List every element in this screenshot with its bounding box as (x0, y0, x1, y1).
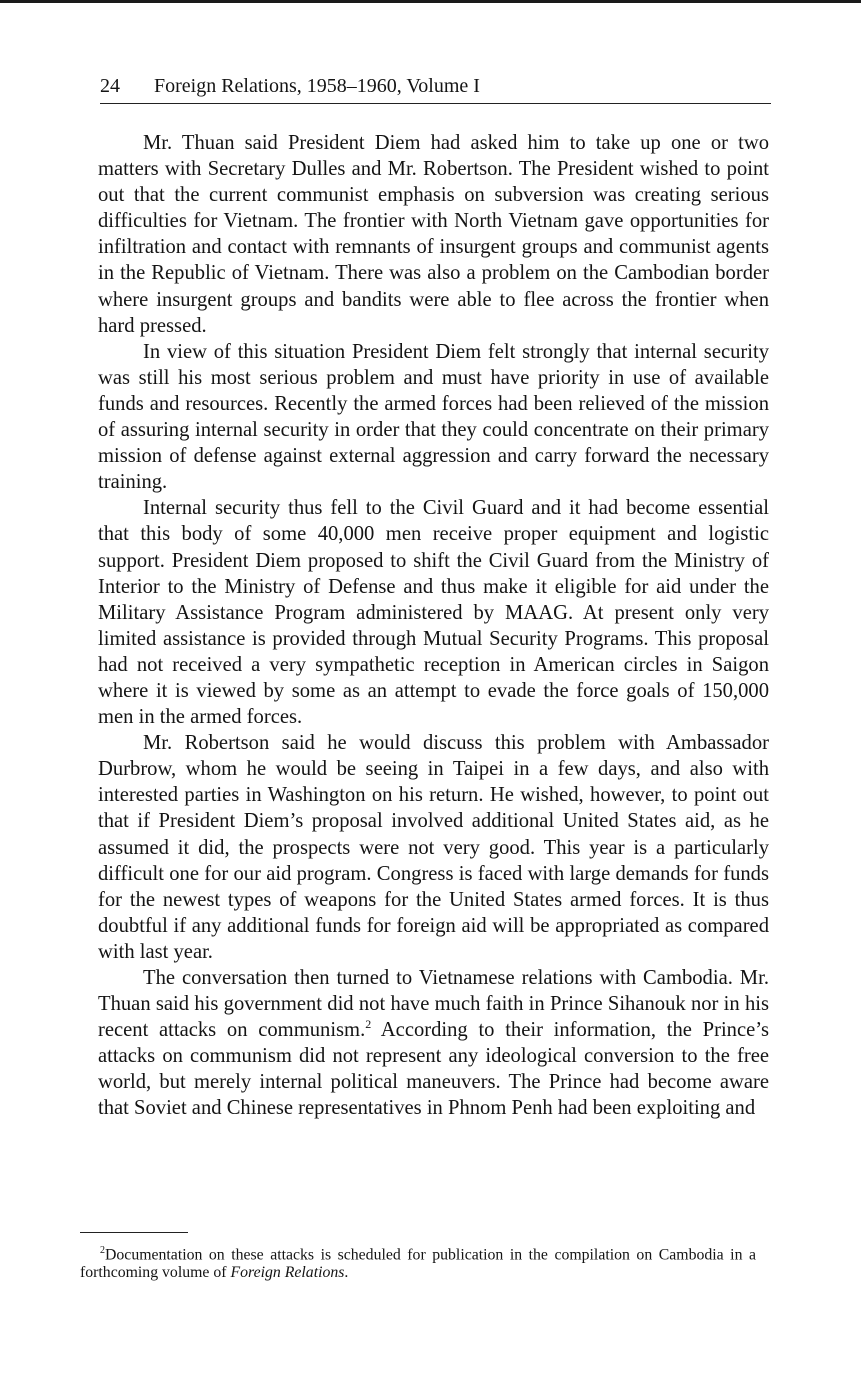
paragraph: Internal security thus fell to the Civil Guard and it had become essential that this body of some 40,000 men receive proper equipment and logistic support. President Diem proposed to shift the Civil Guard from the Ministry of Interior to the Ministry of Defense and thus make it eligible for aid under the Military Assistance Program administered by MAAG. At present only very limited assistance is provided through Mutual Security Programs. This proposal had not received a very sympathetic reception in American circles in Saigon where it is viewed by some as an attempt to evade the force goals of 150,000 men in the armed forces. (98, 497, 769, 729)
paragraph: In view of this situation President Diem felt strongly that internal security was still his most serious problem and must have priority in use of available funds and resources. Recently the armed forces had been relieved of the mission of assuring internal security in order that they could concentrate on their primary mission of defense against external aggression and carry forward the necessary training. (98, 340, 769, 494)
paragraph-text: The conversation then turned to Vietnamese relations with Cambodia. Mr. Thuan said his government did not have much faith in Prince Sihanouk nor in his recent attacks on communism. (98, 967, 769, 1042)
paragraph: Mr. Thuan said President Diem had asked him to take up one or two matters with Secretary Dulles and Mr. Robertson. The President wished to point out that the current communist emphasis on subversion was creating serious difficulties for Vietnam. The frontier with North Vietnam gave opportunities for infiltration and contact with remnants of insurgent groups and communist agents in the Republic of Vietnam. There was also a problem on the Cambodian border where insurgent groups and bandits were able to flee across the frontier when hard pressed. (98, 132, 769, 337)
footnote-marker: 2 (100, 1245, 105, 1256)
body-text (98, 130, 769, 1122)
footnote-italic-title: Foreign Relations (230, 1264, 345, 1282)
paragraph (98, 965, 769, 1122)
footnote-text: Documentation on these attacks is scheduled for publication in the compilation on Cambodia in a forthcoming volume of (80, 1246, 756, 1282)
paragraph: Mr. Robertson said he would discuss this problem with Ambassador Durbrow, whom he would be seeing in Taipei in a few days, and also with interested parties in Washington on his return. He wished, however, to point out that if President Diem’s proposal involved additional United States aid, as he assumed it did, the prospects were not very good. This year is a particularly difficult one for our aid program. Congress is faced with large demands for funds for the newest types of weapons for the United States armed forces. It is thus doubtful if any additional funds for foreign aid will be appropriated as compared with last year. (98, 732, 769, 963)
paragraph-text: According to their information, the Prince’s attacks on communism did not represent any ideological conversion to the free world, but merely internal political maneuvers. The Prince had become aware that Soviet and Chinese representatives in Phnom Penh had been exploiting and (98, 1019, 769, 1120)
header-rule (100, 103, 771, 104)
footnote-end: . (344, 1264, 349, 1282)
running-header (100, 73, 770, 99)
scan-top-edge (0, 0, 861, 3)
footnote (80, 1242, 756, 1282)
page-number: 24 (100, 75, 120, 97)
footnote-rule (80, 1232, 188, 1233)
running-title: Foreign Relations, 1958–1960, Volume I (154, 75, 480, 97)
footnote-reference[interactable]: 2 (365, 1017, 372, 1032)
